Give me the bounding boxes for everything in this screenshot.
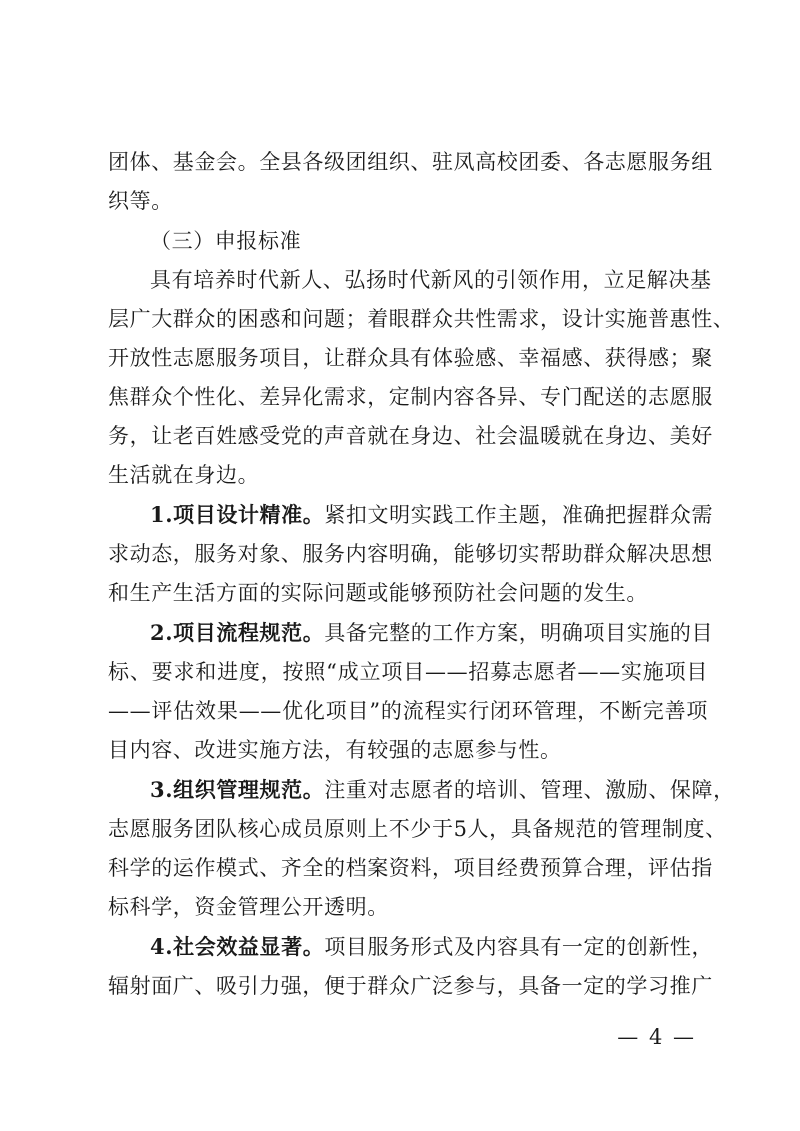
- item-text: 项目服务形式及内容具有一定的创新性，: [324, 935, 714, 959]
- paragraph-line: 科学的运作模式、齐全的档案资料，项目经费预算合理，评估指: [108, 856, 713, 880]
- paragraph-line: 务，让老百姓感受党的声音就在身边、社会温暖就在身边、美好: [108, 424, 713, 448]
- paragraph-line: 志愿服务团队核心成员原则上不少于5人，具备规范的管理制度、: [108, 817, 727, 841]
- item-title: 1.项目设计精准。: [150, 502, 325, 527]
- paragraph-line: 具有培养时代新人、弘扬时代新风的引领作用，立足解决基: [150, 268, 712, 292]
- section-heading: （三）申报标准: [150, 229, 302, 253]
- item-2-line: [150, 618, 714, 648]
- item-1-line: [150, 500, 714, 530]
- item-text: 注重对志愿者的培训、管理、激励、保障，: [324, 778, 735, 802]
- paragraph-line: 层广大群众的困惑和问题；着眼群众共性需求，设计实施普惠性、: [108, 307, 735, 331]
- paragraph-line: 团体、基金会。全县各级团组织、驻凤高校团委、各志愿服务组: [108, 150, 713, 174]
- paragraph-line: 标科学，资金管理公开透明。: [108, 895, 389, 919]
- item-title: 4.社会效益显著。: [150, 934, 325, 959]
- item-4-line: [150, 932, 714, 962]
- item-title: 3.组织管理规范。: [150, 777, 325, 802]
- paragraph-line: 生活就在身边。: [108, 463, 260, 487]
- paragraph-line: 织等。: [108, 189, 173, 213]
- paragraph-line: 焦群众个性化、差异化需求，定制内容各异、专门配送的志愿服: [108, 385, 713, 409]
- page-number: — 4 —: [617, 1025, 696, 1049]
- item-text: 紧扣文明实践工作主题，准确把握群众需: [324, 503, 714, 527]
- paragraph-line: ——评估效果——优化项目”的流程实行闭环管理，不断完善项: [108, 699, 708, 723]
- paragraph-line: 和生产生活方面的实际问题或能够预防社会问题的发生。: [108, 581, 648, 605]
- item-3-line: [150, 775, 735, 805]
- paragraph-line: 目内容、改进实施方法，有较强的志愿参与性。: [108, 738, 562, 762]
- paragraph-line: 求动态，服务对象、服务内容明确，能够切实帮助群众解决思想: [108, 542, 713, 566]
- item-text: 具备完整的工作方案，明确项目实施的目: [324, 621, 714, 645]
- item-title: 2.项目流程规范。: [150, 620, 325, 645]
- paragraph-line: 开放性志愿服务项目，让群众具有体验感、幸福感、获得感；聚: [108, 346, 713, 370]
- paragraph-line: 辐射面广、吸引力强，便于群众广泛参与，具备一定的学习推广: [108, 974, 713, 998]
- paragraph-line: 标、要求和进度，按照“成立项目——招募志愿者——实施项目: [108, 660, 708, 684]
